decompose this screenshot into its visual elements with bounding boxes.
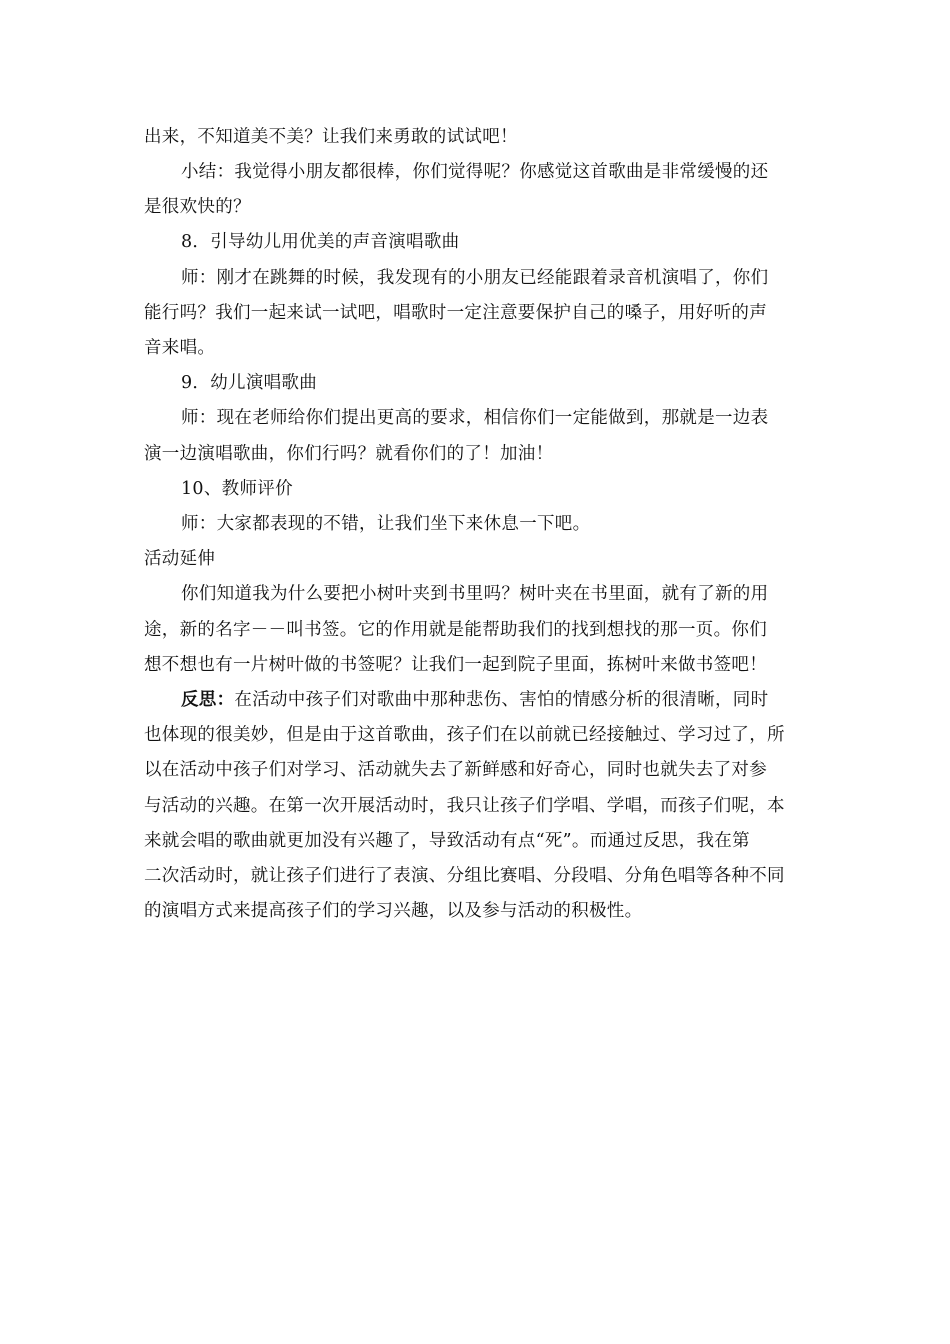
step9-line-2: 演一边演唱歌曲，你们行吗？就看你们的了！加油！ (144, 444, 554, 464)
step8-line-3: 音来唱。 (144, 338, 216, 358)
extension-line-2: 途，新的名字－－叫书签。它的作用就是能帮助我们的找到想找的那一页。你们 (144, 620, 767, 640)
reflection-line-7: 的演唱方式来提高孩子们的学习兴趣，以及参与活动的积极性。 (144, 901, 643, 921)
summary-line-2: 是很欢快的？ (144, 197, 251, 217)
step8-line-1: 师：刚才在跳舞的时候，我发现有的小朋友已经能跟着录音机演唱了，你们 (181, 268, 769, 288)
extension-line-1: 你们知道我为什么要把小树叶夹到书里吗？树叶夹在书里面，就有了新的用 (181, 584, 769, 604)
reflection-label: 反思： (181, 690, 235, 710)
step10-heading: 10、教师评价 (181, 479, 293, 499)
step8-line-2: 能行吗？我们一起来试一试吧，唱歌时一定注意要保护自己的嗓子，用好听的声 (144, 303, 767, 323)
extension-heading: 活动延伸 (144, 549, 216, 569)
reflection-line-3: 以在活动中孩子们对学习、活动就失去了新鲜感和好奇心，同时也就失去了对参 (144, 760, 767, 780)
step10-line-1: 师：大家都表现的不错，让我们坐下来休息一下吧。 (181, 514, 591, 534)
reflection-text: 在活动中孩子们对歌曲中那种悲伤、害怕的情感分析的很清晰，同时 (234, 690, 769, 710)
step9-heading: 9．幼儿演唱歌曲 (181, 373, 318, 393)
summary-line-1: 小结：我觉得小朋友都很棒，你们觉得呢？你感觉这首歌曲是非常缓慢的还 (181, 162, 769, 182)
reflection-line-5: 来就会唱的歌曲就更加没有兴趣了，导致活动有点“死”。而通过反思，我在第 (144, 831, 750, 851)
step9-line-1: 师：现在老师给你们提出更高的要求，相信你们一定能做到，那就是一边表 (181, 408, 769, 428)
reflection-line-4: 与活动的兴趣。在第一次开展活动时，我只让孩子们学唱、学唱，而孩子们呢，本 (144, 796, 785, 816)
reflection-line-2: 也体现的很美妙，但是由于这首歌曲，孩子们在以前就已经接触过、学习过了，所 (144, 725, 785, 745)
intro-line-1: 出来，不知道美不美？让我们来勇敢的试试吧！ (144, 127, 518, 147)
reflection-line-1 (181, 688, 768, 712)
reflection-line-6: 二次活动时，就让孩子们进行了表演、分组比赛唱、分段唱、分角色唱等各种不同 (144, 866, 785, 886)
step8-heading: 8．引导幼儿用优美的声音演唱歌曲 (181, 232, 460, 252)
extension-line-3: 想不想也有一片树叶做的书签呢？让我们一起到院子里面，拣树叶来做书签吧！ (144, 655, 767, 675)
